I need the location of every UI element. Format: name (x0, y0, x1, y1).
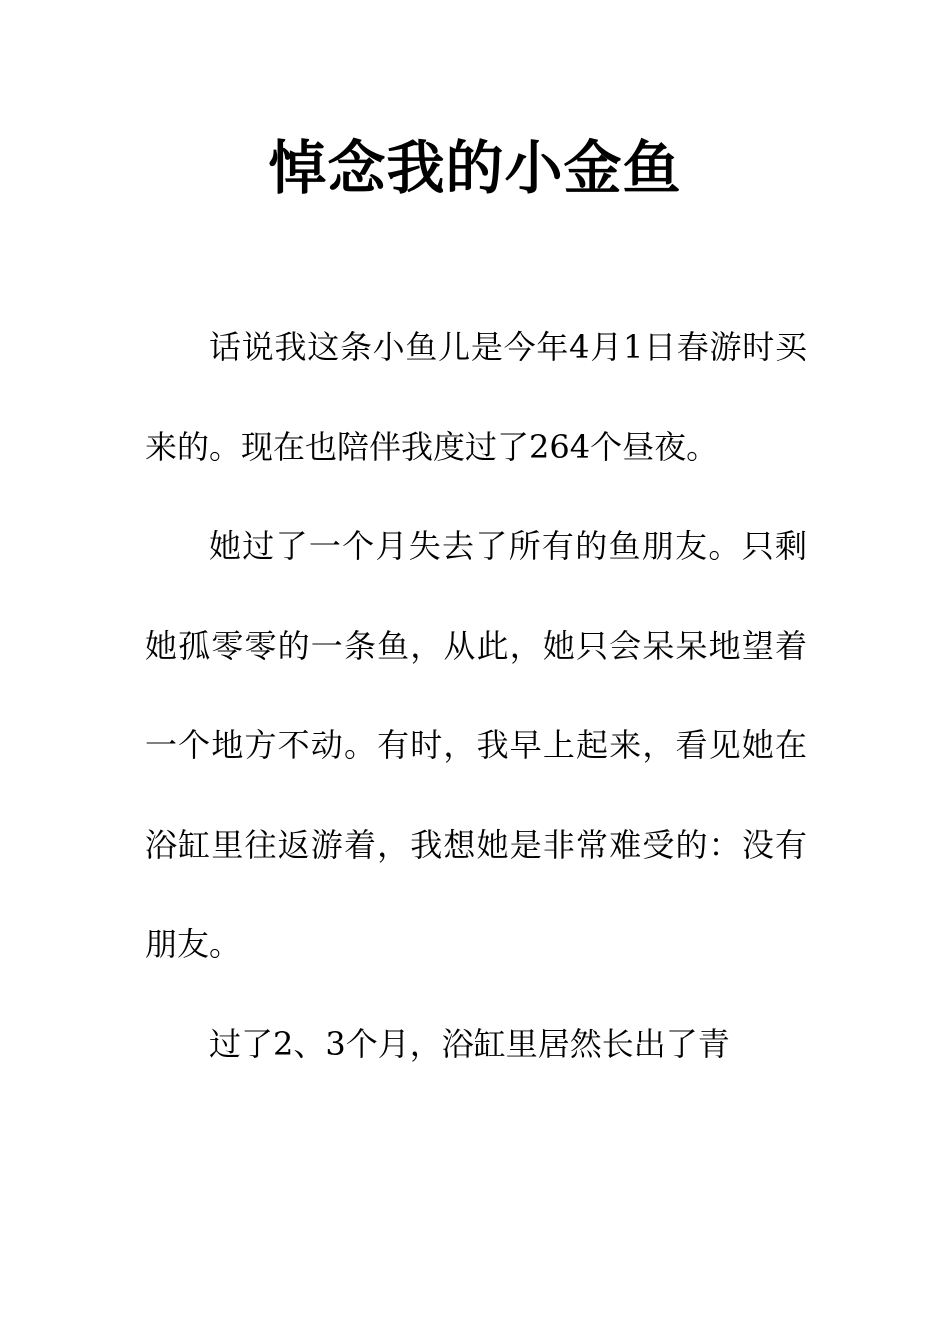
paragraph-1: 话说我这条小鱼儿是今年4月1日春游时买来的。现在也陪伴我度过了264个昼夜。 (145, 328, 807, 466)
document-body (145, 298, 807, 1094)
document-title: 悼念我的小金鱼 (268, 134, 682, 202)
paragraph-2: 她过了一个月失去了所有的鱼朋友。只剩她孤零零的一条鱼，从此，她只会呆呆地望着一个地方不动。有时，我早上起来，看见她在浴缸里往返游着，我想她是非常难受的：没有朋友。 (145, 527, 807, 963)
paragraph-3: 过了2、3个月，浴缸里居然长出了青 (209, 1024, 730, 1063)
